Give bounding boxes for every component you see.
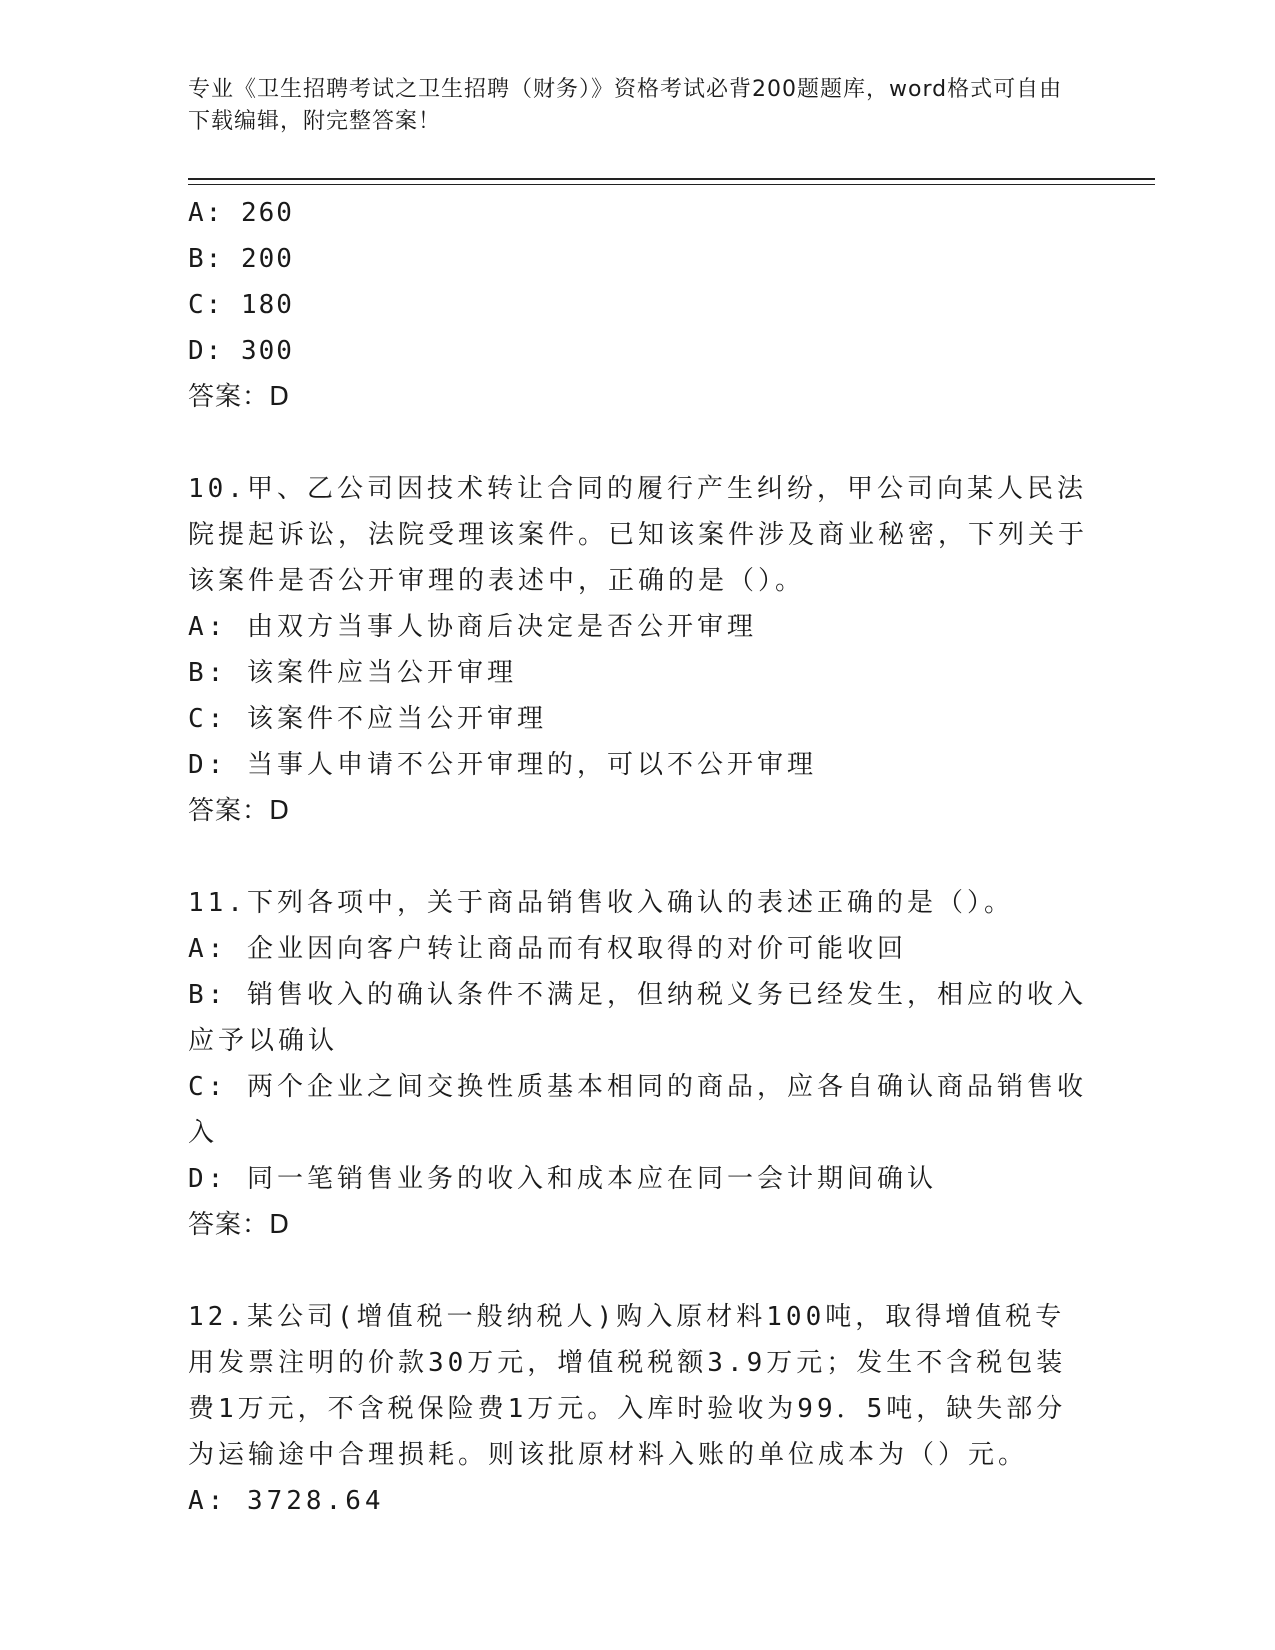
option-d: D: 当事人申请不公开审理的，可以不公开审理: [188, 750, 817, 780]
option-b: B: 200: [188, 244, 294, 274]
question-12-block: [188, 1294, 1088, 1524]
question-stem: 10.甲、乙公司因技术转让合同的履行产生纠纷，甲公司向某人民法院提起诉讼，法院受理该案件。已知该案件涉及商业秘密，下列关于该案件是否公开审理的表述中，正确的是（）。: [188, 474, 1089, 596]
question-10-block: [188, 466, 1088, 834]
question-11-block: [188, 880, 1088, 1248]
option-a: A: 企业因向客户转让商品而有权取得的对价可能收回: [188, 934, 907, 964]
option-c: C: 180: [188, 290, 294, 320]
option-d: D: 300: [188, 336, 294, 366]
option-c: C: 两个企业之间交换性质基本相同的商品，应各自确认商品销售收入: [188, 1072, 1087, 1148]
option-d: D: 同一笔销售业务的收入和成本应在同一会计期间确认: [188, 1164, 937, 1194]
option-a: A: 3728.64: [188, 1486, 385, 1516]
option-a: A: 由双方当事人协商后决定是否公开审理: [188, 612, 757, 642]
option-c: C: 该案件不应当公开审理: [188, 704, 547, 734]
header-divider-thick: [188, 178, 1155, 180]
answer-line: 答案：D: [188, 1210, 291, 1240]
document-header-title: 专业《卫生招聘考试之卫生招聘（财务）》资格考试必背200题题库，word格式可自由下载编辑，附完整答案！: [188, 77, 1063, 134]
question-stem: 11.下列各项中，关于商品销售收入确认的表述正确的是（）。: [188, 888, 1014, 918]
question-stem: 12.某公司(增值税一般纳税人)购入原材料100吨，取得增值税专用发票注明的价款30万元，增值税税额3.9万元；发生不含税包装费1万元，不含税保险费1万元。入库时验收为99．5吨，缺失部分为运输途中合理损耗。则该批原材料入账的单位成本为（）元。: [188, 1302, 1067, 1470]
answer-line: 答案：D: [188, 382, 291, 412]
answer-line: 答案：D: [188, 796, 291, 826]
option-b: B: 销售收入的确认条件不满足，但纳税义务已经发生，相应的收入应予以确认: [188, 980, 1087, 1056]
option-a: A: 260: [188, 198, 294, 228]
header-divider-thin: [188, 184, 1155, 185]
option-b: B: 该案件应当公开审理: [188, 658, 517, 688]
previous-question-block: [188, 190, 1088, 420]
question-content: [188, 190, 1088, 1524]
